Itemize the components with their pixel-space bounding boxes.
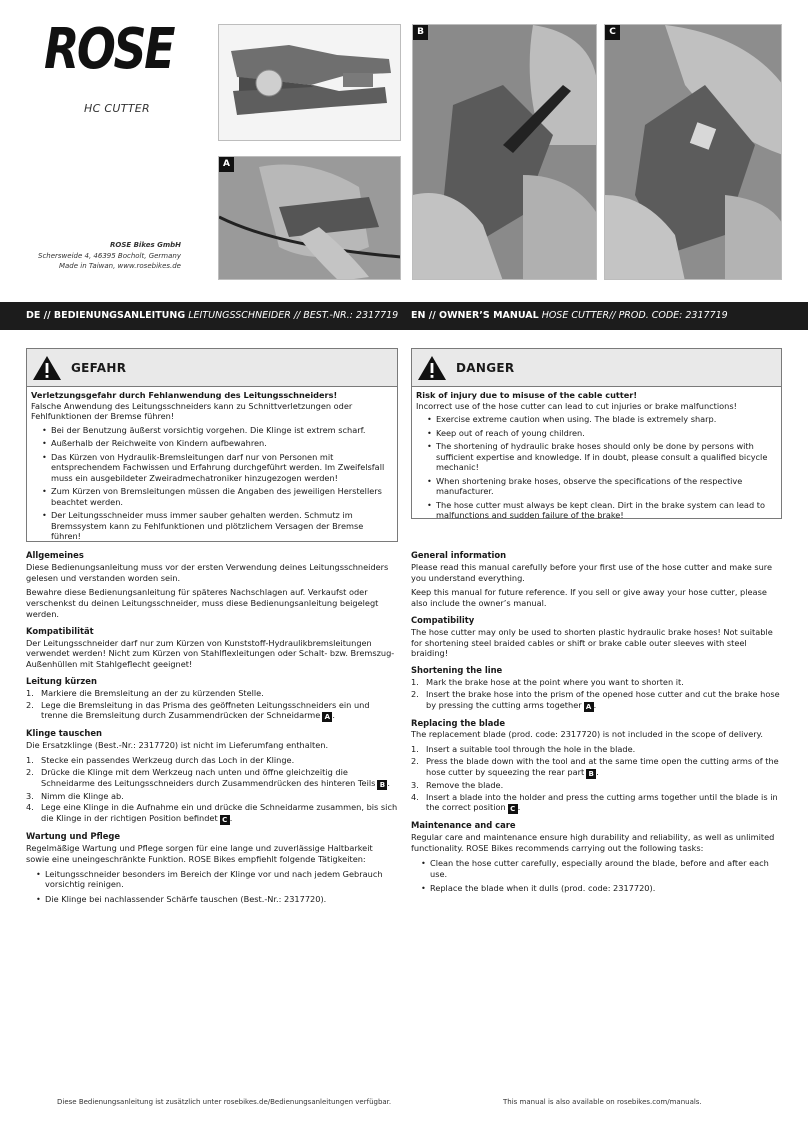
paragraph: Diese Bedienungsanleitung muss vor der ersten Verwendung deines Leitungsschneiders gelesen und verstanden worden sein. xyxy=(26,561,389,583)
punct: . xyxy=(229,813,233,824)
step-text: Lege die Bremsleitung in das Prisma des geöffneten Leitungsschneiders ein und trenne die Bremsleitung durch Zusammendrücken der Schneidarme xyxy=(41,699,370,721)
warning-title: DANGER xyxy=(456,361,515,375)
steps-list xyxy=(26,755,398,825)
list-item xyxy=(26,688,398,699)
steps-list xyxy=(411,744,782,814)
blade-insertion-illustration xyxy=(605,25,782,280)
step-number: 2. xyxy=(411,755,419,766)
product-photo xyxy=(218,24,401,141)
list-item: • Clean the hose cutter carefully, especially around the blade, before and after each use. xyxy=(411,858,782,880)
list-item xyxy=(26,767,398,790)
warning-box-en xyxy=(411,348,782,519)
step-text: Remove the blade. xyxy=(426,779,504,790)
step-text: Drücke die Klinge mit dem Werkzeug nach unten und öffne gleichzeitig die Schneidarme des Leitungsschneiders durch Zusammendrücken des hinteren Teils xyxy=(41,766,376,788)
header-en xyxy=(411,310,728,321)
list-item xyxy=(26,700,398,723)
list-item xyxy=(411,744,782,755)
punct: . xyxy=(596,766,599,777)
warning-list xyxy=(31,425,393,542)
paragraph: Der Leitungsschneider darf nur zum Kürzen von Kunststoff-Hydraulikbremsleitungen verwendet werden! Nicht zum Kürzen von Stahlflexleitungen oder Schalt- bzw. Bremszug-Außenhüllen mit Stahlgeflecht geeignet! xyxy=(26,637,395,670)
list-item: • Außerhalb der Reichweite von Kindern aufbewahren. xyxy=(31,438,393,449)
step-text: Nimm die Klinge ab. xyxy=(41,790,124,801)
warning-triangle-icon xyxy=(32,355,62,381)
company-address: Schersweide 4, 46395 Bocholt, Germany xyxy=(38,251,181,260)
paragraph: Regular care and maintenance ensure high durability and reliability, as well as unlimited functionality. ROSE Bikes recommends carrying out the following tasks: xyxy=(411,832,775,853)
section-title: Wartung und Pflege xyxy=(26,831,121,842)
section-title: Allgemeines xyxy=(26,550,84,560)
figure-a-label: A xyxy=(219,157,234,172)
footer-de: Diese Bedienungsanleitung ist zusätzlich unter rosebikes.de/Bedienungsanleitungen verfügbar. xyxy=(57,1098,392,1106)
list-item xyxy=(411,689,782,712)
figure-c-label: C xyxy=(605,25,620,40)
list-item: • Exercise extreme caution when using. The blade is extremely sharp. xyxy=(416,414,777,425)
step-number: 1. xyxy=(411,744,419,755)
section-title: Klinge tauschen xyxy=(26,728,102,739)
company-info xyxy=(38,240,181,272)
figure-ref-b: B xyxy=(586,769,596,779)
figure-b-label: B xyxy=(413,25,428,40)
list-item: • Das Kürzen von Hydraulik-Bremsleitungen darf nur von Personen mit entsprechendem Fachwissen und Erfahrung durchgeführt werden. Im Zweifelsfall muss ein ausgebildeter Zweiradmechatroniker hinzugezogen werden! xyxy=(31,452,393,484)
product-subtitle: HC CUTTER xyxy=(84,102,150,115)
section-title: Kompatibilität xyxy=(26,625,94,636)
list-item xyxy=(411,756,782,779)
step-number: 2. xyxy=(26,699,34,710)
figure-ref-a: A xyxy=(584,702,594,712)
step-text: Press the blade down with the tool and at the same time open the cutting arms of the hose cutter by squeezing the rear part xyxy=(426,755,779,777)
paragraph: The hose cutter may only be used to shorten plastic hydraulic brake hoses! Not suitable for shortening steel braided cables or shift or brake cable outer sleeves with steel braiding! xyxy=(411,626,773,659)
footer-en: This manual is also available on rosebikes.com/manuals. xyxy=(503,1098,702,1106)
section-title: General information xyxy=(411,550,507,560)
list-item xyxy=(26,791,398,802)
list-item: • Leitungsschneider besonders im Bereich der Klinge vor und nach jedem Gebrauch vorsichtig reinigen. xyxy=(26,869,398,891)
section-title: Shortening the line xyxy=(411,665,503,676)
warning-text: Falsche Anwendung des Leitungsschneiders kann zu Schnittverletzungen oder Fehlfunktionen der Bremse führen! xyxy=(31,400,353,421)
step-text: Mark the brake hose at the point where you want to shorten it. xyxy=(426,676,684,687)
section-title: Replacing the blade xyxy=(411,717,506,728)
step-number: 1. xyxy=(26,754,34,765)
step-number: 4. xyxy=(411,791,419,802)
figure-a-photo xyxy=(218,156,401,280)
section-title: Compatibility xyxy=(411,614,475,625)
blade-removal-illustration xyxy=(413,25,597,280)
step-text: Lege eine Klinge in die Aufnahme ein und drücke die Schneidarme zusammen, bis sich die Klinge in der richtigen Position befindet xyxy=(41,802,398,824)
step-number: 1. xyxy=(411,676,419,687)
paragraph: The replacement blade (prod. code: 2317720) is not included in the scope of delivery. xyxy=(411,729,763,740)
hand-cutting-illustration xyxy=(219,157,401,280)
column-de xyxy=(26,550,398,909)
company-name: ROSE Bikes GmbH xyxy=(109,241,181,249)
list-item xyxy=(26,755,398,766)
steps-list xyxy=(26,688,398,723)
paragraph: Please read this manual carefully before your first use of the hose cutter and make sure you understand everything. xyxy=(411,561,773,583)
list-item: • Replace the blade when it dulls (prod. code: 2317720). xyxy=(411,883,782,894)
warning-list xyxy=(416,414,777,521)
list-item: • The shortening of hydraulic brake hoses should only be done by persons with sufficient expertise and knowledge. If in doubt, please consult a qualified bicycle mechanic! xyxy=(416,441,777,473)
list-item: • Zum Kürzen von Bremsleitungen müssen die Angaben des jeweiligen Herstellers beachtet werden. xyxy=(31,486,393,507)
bullet-list xyxy=(26,869,398,905)
step-number: 3. xyxy=(26,790,34,801)
column-en xyxy=(411,550,782,898)
list-item xyxy=(411,792,782,815)
company-made: Made in Taiwan, www.rosebikes.de xyxy=(58,262,181,270)
warning-text: Incorrect use of the hose cutter can lead to cut injuries or brake malfunctions! xyxy=(416,400,737,411)
list-item: • The hose cutter must always be kept clean. Dirt in the brake system can lead to malfunctions and sudden failure of the brake! xyxy=(416,500,777,521)
step-text: Insert the brake hose into the prism of the opened hose cutter and cut the brake hose by pressing the cutting arms together xyxy=(426,688,780,710)
header-de-title: DE // BEDIENUNGSANLEITUNG xyxy=(26,310,186,321)
section-title: Maintenance and care xyxy=(411,820,516,831)
figure-ref-b: B xyxy=(377,780,387,790)
warning-header xyxy=(27,349,397,387)
list-item: • Keep out of reach of young children. xyxy=(416,428,777,439)
header-en-product: HOSE CUTTER// PROD. CODE: 2317719 xyxy=(541,310,728,321)
paragraph: Die Ersatzklinge (Best.-Nr.: 2317720) ist nicht im Lieferumfang enthalten. xyxy=(26,740,329,751)
list-item xyxy=(26,802,398,825)
warning-lead: Risk of injury due to misuse of the cable cutter! xyxy=(416,390,638,400)
warning-lead: Verletzungsgefahr durch Fehlanwendung des Leitungsschneiders! xyxy=(31,390,338,400)
step-text: Insert a suitable tool through the hole in the blade. xyxy=(426,744,636,755)
step-number: 2. xyxy=(411,688,419,699)
header-de-product: LEITUNGSSCHNEIDER // BEST.-NR.: 2317719 xyxy=(188,310,399,321)
list-item: • Bei der Benutzung äußerst vorsichtig vorgehen. Die Klinge ist extrem scharf. xyxy=(31,425,393,436)
step-number: 4. xyxy=(26,802,34,813)
step-number: 2. xyxy=(26,766,34,777)
brand-logo: ROSE xyxy=(44,17,173,82)
paragraph: Regelmäßige Wartung und Pflege sorgen für eine lange und zuverlässige Haltbarkeit sowie eine uneingeschränkte Funktion. ROSE Bikes empfiehlt folgende Tätigkeiten: xyxy=(26,842,373,864)
hose-cutter-illustration xyxy=(219,25,401,141)
warning-header xyxy=(412,349,781,387)
figure-c-photo xyxy=(604,24,782,280)
figure-ref-c: C xyxy=(508,804,518,814)
header-de xyxy=(26,310,398,321)
figure-ref-a: A xyxy=(322,712,332,722)
warning-triangle-icon xyxy=(417,355,447,381)
bullet-list xyxy=(411,858,782,894)
step-number: 1. xyxy=(26,687,34,698)
step-text: Markiere die Bremsleitung an der zu kürzenden Stelle. xyxy=(41,687,264,698)
paragraph: Keep this manual for future reference. If you sell or give away your hose cutter, please also include the owner’s manual. xyxy=(411,587,767,609)
warning-box-de xyxy=(26,348,398,542)
step-number: 3. xyxy=(411,779,419,790)
warning-title: GEFAHR xyxy=(71,361,127,375)
header-en-title: EN // OWNER’S MANUAL xyxy=(411,310,539,321)
list-item: • Die Klinge bei nachlassender Schärfe tauschen (Best.-Nr.: 2317720). xyxy=(26,894,398,905)
step-text: Insert a blade into the holder and press the cutting arms together until the blade is in the correct position xyxy=(426,791,778,813)
figure-ref-c: C xyxy=(220,815,230,825)
list-item: • Der Leitungsschneider muss immer sauber gehalten werden. Schmutz im Bremssystem kann zu Fehlfunktionen und plötzlichem Versagen der Bremse führen! xyxy=(31,510,393,542)
punct: . xyxy=(387,777,390,788)
steps-list xyxy=(411,677,782,712)
paragraph: Bewahre diese Bedienungsanleitung für späteres Nachschlagen auf. Verkaufst oder verschenkst du deinen Leitungsschneider, muss diese Bedienungsanleitung beigelegt werden. xyxy=(26,587,379,619)
list-item: • When shortening brake hoses, observe the specifications of the respective manufacturer. xyxy=(416,476,777,497)
list-item xyxy=(411,677,782,688)
section-title: Leitung kürzen xyxy=(26,675,97,686)
punct: . xyxy=(332,710,335,721)
punct: . xyxy=(517,802,521,813)
punct: . xyxy=(593,699,597,710)
manual-header-bar xyxy=(0,302,808,330)
figure-b-photo xyxy=(412,24,597,280)
list-item xyxy=(411,780,782,791)
step-text: Stecke ein passendes Werkzeug durch das Loch in der Klinge. xyxy=(41,754,295,765)
